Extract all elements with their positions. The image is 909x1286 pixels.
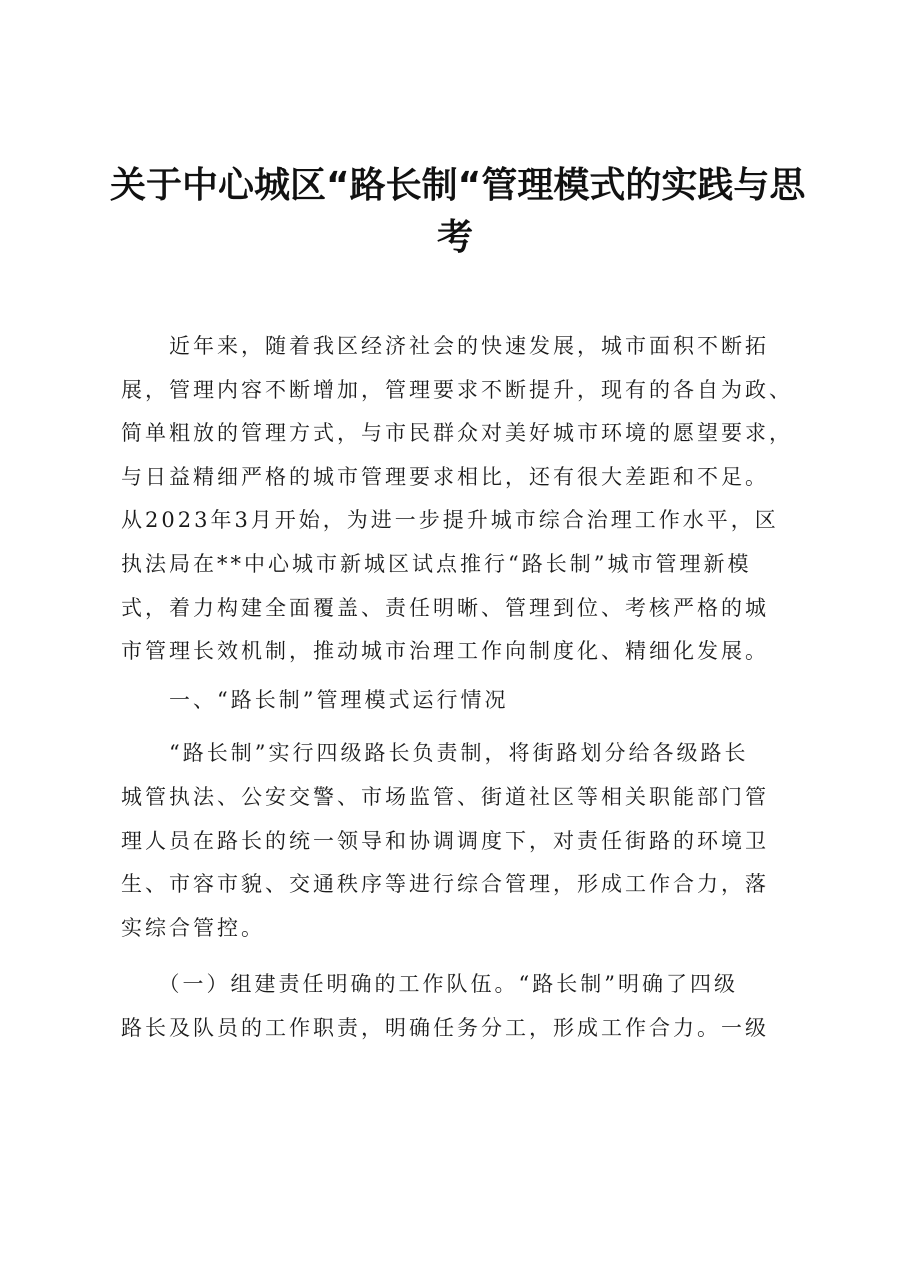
text-line: 实综合管控。 [121, 915, 265, 940]
text-line: 展，管理内容不断增加，管理要求不断提升，现有的各自为政、 [121, 377, 793, 402]
text-line: 简单粗放的管理方式，与市民群众对美好城市环境的愿望要求， [121, 421, 793, 446]
text-line: 近年来，随着我区经济社会的快速发展，城市面积不断拓 [121, 334, 769, 358]
text-line: 城管执法、公安交警、市场监管、街道社区等相关职能部门管 [121, 784, 769, 809]
paragraph-team [121, 963, 801, 1050]
paragraph-overview [121, 732, 801, 950]
text-line: 市管理长效机制，推动城市治理工作向制度化、精细化发展。 [121, 639, 769, 664]
title-line: 关于中心城区“路长制“管理模式的实践与思 [110, 165, 806, 206]
text-line: （一）组建责任明确的工作队伍。“路长制”明确了四级 [121, 972, 738, 997]
text-line: “路长制”实行四级路长负责制，将街路划分给各级路长 [121, 741, 749, 766]
document-title [110, 160, 806, 264]
document-body [121, 325, 801, 1051]
text-line: 与日益精细严格的城市管理要求相比，还有很大差距和不足。 [121, 464, 769, 489]
title-line: 考 [436, 217, 473, 258]
text-line: 式，着力构建全面覆盖、责任明晰、管理到位、考核严格的城 [121, 595, 769, 620]
text-line: 理人员在路长的统一领导和协调调度下，对责任街路的环境卫 [121, 828, 769, 853]
paragraph-intro [121, 325, 801, 674]
text-line: 生、市容市貌、交通秩序等进行综合管理，形成工作合力，落 [121, 872, 769, 897]
text-line: 路长及队员的工作职责，明确任务分工，形成工作合力。一级 [121, 1015, 769, 1040]
heading-line: 一、“路长制”管理模式运行情况 [121, 687, 509, 712]
text-line: 从2023年3月开始，为进一步提升城市综合治理工作水平，区 [121, 508, 779, 533]
section-heading [121, 679, 801, 723]
text-line: 执法局在**中心城市新城区试点推行“路长制”城市管理新模 [121, 551, 752, 576]
